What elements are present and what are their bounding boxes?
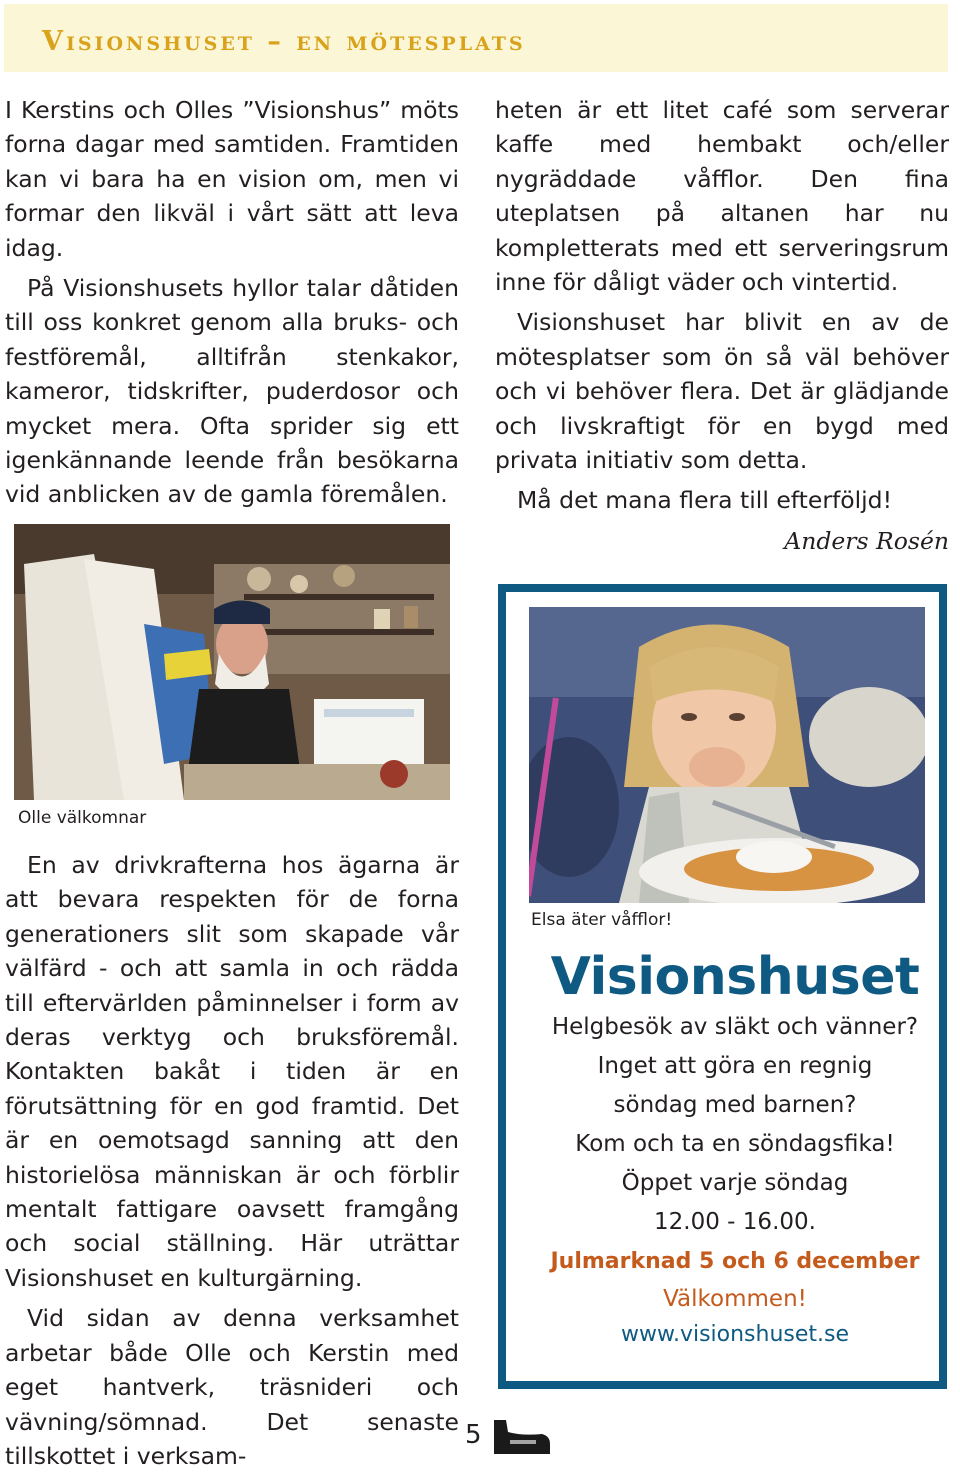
ad-line: Inget att göra en regnig: [597, 1053, 873, 1079]
ad-highlight: Julmarknad 5 och 6 december: [550, 1249, 920, 1274]
article-paragraph: På Visionshusets hyllor talar dåtiden till oss konkret genom alla bruks- och festföremål, alltifrån stenkakor, kameror, tidskrifter, puderdosor och mycket mera. Ofta sprider sig ett igenkännande leende från besökarna vid anblicken av de gamla föremålen.: [5, 274, 459, 509]
photo-olle: [14, 524, 450, 800]
article-paragraph: heten är ett litet café som serverar kaffe med hembakt och/eller nygräddade våfflor. Den fina uteplatsen på altanen har nu kompletterats med ett serveringsrum inne för dåligt väder och vintertid.: [495, 96, 949, 297]
photo-elsa: [529, 607, 925, 903]
ad-line: 12.00 - 16.00.: [654, 1209, 816, 1235]
ad-line: söndag med barnen?: [613, 1092, 857, 1118]
ad-content: [512, 940, 958, 1352]
ad-title: Visionshuset: [550, 947, 920, 1007]
page-number: 5: [465, 1420, 482, 1450]
article-paragraph: Må det mana flera till efterföljd!: [517, 486, 893, 515]
ad-line: Helgbesök av släkt och vänner?: [551, 1014, 919, 1040]
article-paragraph: Vid sidan av denna verksamhet arbetar både Olle och Kerstin med eget hantverk, träsnideri och vävning/sömnad. Det senaste tillskottet i verksam-: [5, 1304, 459, 1470]
article-column-left-bottom: [5, 848, 459, 1479]
article-paragraph: I Kerstins och Olles ”Visionshus” möts forna dagar med samtiden. Framtiden kan vi bara ha en vision om, men vi formar den likväl i vårt sätt att leva idag.: [5, 96, 459, 262]
ad-line: Öppet varje söndag: [621, 1170, 849, 1196]
boot-icon: [492, 1414, 552, 1456]
ad-url-link[interactable]: www.visionshuset.se: [620, 1322, 850, 1347]
ad-welcome: Välkommen!: [663, 1286, 807, 1312]
photo-caption-elsa: Elsa äter våfflor!: [531, 910, 673, 930]
article-signature: Anders Rosén: [784, 526, 949, 555]
article-paragraph: Visionshuset har blivit en av de mötesplatser som ön så väl behöver och vi behöver flera. Det är glädjande och livskraftigt för en bygd med privata initiativ som detta.: [495, 308, 949, 475]
ad-line: Kom och ta en söndagsfika!: [575, 1131, 895, 1157]
photo-caption-olle: Olle välkomnar: [18, 808, 147, 828]
page-title: Visionshuset – en mötesplats: [42, 26, 526, 57]
article-paragraph: En av drivkrafterna hos ägarna är att bevara respekten för de forna generationers slit som skapade vår välfärd - och att samla in och rädda till eftervärlden påminnelser i form av deras verktyg och bruksföremål. Kontakten bakåt i tiden är en förutsättning för en god framtid. Det är en oemotsagd sanning att den historielösa människan är och förblir mentalt fattigare oavsett framgång och social ställning. Här uträttar Visionshuset en kulturgärning.: [5, 851, 459, 1292]
article-column-right-top: [495, 93, 949, 558]
article-column-left-top: [5, 93, 459, 518]
